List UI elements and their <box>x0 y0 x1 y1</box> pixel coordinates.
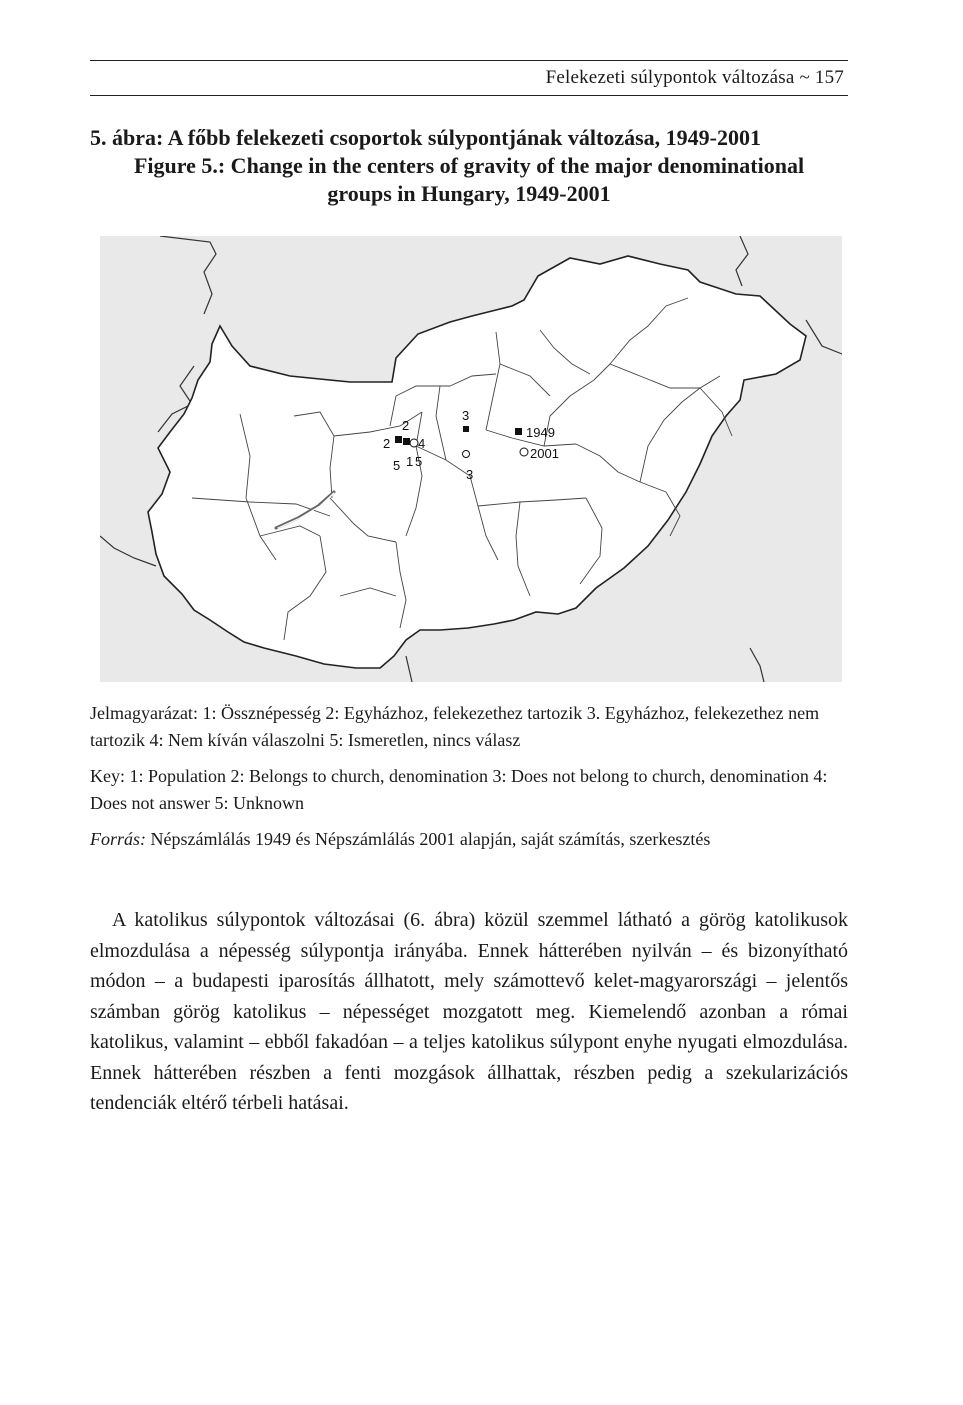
legend-label-1949: 1949 <box>526 425 555 440</box>
legend-marker-2001 <box>520 448 528 456</box>
source-label: Forrás: <box>90 829 147 849</box>
neighbour-border-southwest <box>100 536 156 566</box>
label-1: 1 <box>406 454 414 469</box>
label-3-bottom: 3 <box>466 467 474 482</box>
running-header <box>90 60 848 96</box>
marker-2-1949 <box>395 436 402 443</box>
label-2-top: 2 <box>402 418 410 433</box>
source-text: Népszámlálás 1949 és Népszámlálás 2001 alapján, saját számítás, szerkesztés <box>146 829 711 849</box>
marker-4-1949 <box>403 438 410 445</box>
legend-hungarian: Jelmagyarázat: 1: Össznépesség 2: Egyházhoz, felekezethez tartozik 3. Egyházhoz, felekezethez nem tartozik 4: Nem kíván válaszolni 5: Ismeretlen, nincs válasz <box>90 703 820 750</box>
source-note <box>90 826 848 853</box>
figure-title-hu: 5. ábra: A főbb felekezeti csoportok súlypontjának változása, 1949-2001 <box>90 125 761 150</box>
label-2-left: 2 <box>383 436 391 451</box>
legend-marker-1949 <box>515 428 522 435</box>
hungary-outline <box>148 256 806 668</box>
label-5: 5 <box>393 458 401 473</box>
neighbour-border-south <box>406 656 412 682</box>
legend-english: Key: 1: Population 2: Belongs to church, denomination 3: Does not belong to church, denomination 4: Does not answer 5: Unknown <box>90 766 828 813</box>
hungary-map-svg <box>100 236 842 682</box>
figure-title-en-line1: Figure 5.: Change in the centers of gravity of the major denominational <box>133 153 805 178</box>
running-header-text <box>546 67 844 89</box>
marker-4-2001 <box>410 439 418 447</box>
marker-3-2001 <box>463 451 470 458</box>
label-4: 4 <box>418 436 426 451</box>
body-paragraph: A katolikus súlypontok változásai (6. ábra) közül szemmel látható a görög katolikusok elmozdulása a népesség súlypontja irányába. Ennek hátterében nyilván – és bizonyítható módon – a budapesti iparosítás állhatott, mely számottevő kelet-magyarországi – jelentős számban görög katolikus – népességet mozgatott meg. Kiemelendő azonban a római katolikus, valamint – ebből fakadóan – a teljes katolikus súlypont enyhe nyugati elmozdulása. Ennek hátterében részben a fenti mozgások állhattak, részben pedig a szekularizációs tendenciák eltérő térbeli hatásai. <box>90 909 848 1114</box>
neighbour-border-southeast <box>750 648 764 682</box>
neighbour-border-west <box>160 236 216 314</box>
figure-titles <box>90 124 848 208</box>
label-3-top: 3 <box>462 408 470 423</box>
marker-3-1949 <box>463 426 469 432</box>
header-separator: ~ <box>799 67 810 88</box>
legend-label-2001: 2001 <box>530 446 559 461</box>
label-5b: 5 <box>415 454 423 469</box>
figure-title-en-line2: groups in Hungary, 1949-2001 <box>327 181 611 206</box>
neighbour-border-east <box>806 320 842 354</box>
neighbour-border-north <box>736 236 748 286</box>
page-number: 157 <box>814 67 844 88</box>
hungary-map <box>100 236 842 682</box>
running-title: Felekezeti súlypontok változása <box>545 67 795 88</box>
